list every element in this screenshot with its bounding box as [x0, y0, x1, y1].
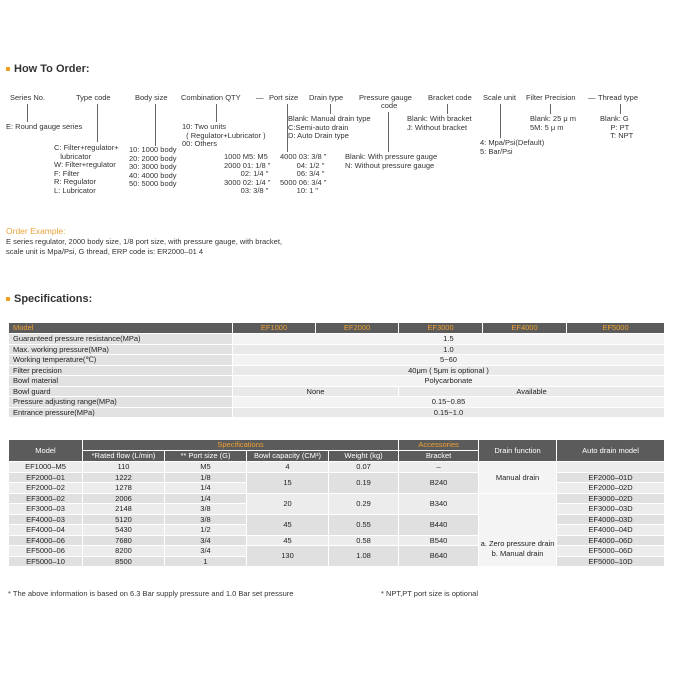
- hdr-drain-function: Drain function: [479, 440, 557, 462]
- cell-auto: EF4000–03D: [557, 514, 665, 525]
- order-example-title: Order Example:: [6, 226, 66, 236]
- cell-port: 1/2: [165, 525, 247, 536]
- cell-weight: 0.19: [329, 472, 399, 493]
- hdr-ef3000: EF3000: [399, 323, 483, 334]
- cell-model: EF5000–06: [9, 546, 83, 557]
- connector-line: [550, 104, 551, 114]
- cell-model: EF2000–02: [9, 483, 83, 494]
- bracket-options: Blank: With bracket J: Without bracket: [407, 114, 472, 132]
- footnote-port: * NPT,PT port size is optional: [381, 589, 478, 598]
- hdr-auto-drain-model: Auto drain model: [557, 440, 665, 462]
- cell-auto: [557, 462, 665, 473]
- row-value: 40μm ( 5μm is optional ): [233, 365, 665, 376]
- table2-header-top: [9, 440, 665, 451]
- cell-port: 3/4: [165, 535, 247, 546]
- cell-bracket: B340: [399, 493, 479, 514]
- hdr-model: Model: [9, 323, 233, 334]
- connector-line: [500, 104, 501, 138]
- table-row: [9, 334, 665, 345]
- cell-model: EF1000–M5: [9, 462, 83, 473]
- row-label: Working temperature(℃): [9, 355, 233, 366]
- cell-weight: 0.55: [329, 514, 399, 535]
- cell-flow: 1222: [83, 472, 165, 483]
- bullet-square-icon: [6, 297, 10, 301]
- combination-options: 10: Two units ( Regulator+Lubricator ) 00: Others: [182, 122, 266, 148]
- cell-model: EF4000–06: [9, 535, 83, 546]
- spec-table-models: [8, 439, 665, 567]
- row-value: 0.15~1.0: [233, 407, 665, 418]
- cell-model: EF4000–03: [9, 514, 83, 525]
- row-value: 5~60: [233, 355, 665, 366]
- drain-type-options: Blank: Manual drain type C:Semi-auto drain D: Auto Drain type: [288, 114, 371, 140]
- row-label: Entrance pressure(MPa): [9, 407, 233, 418]
- cell-flow: 5430: [83, 525, 165, 536]
- cell-bracket: B440: [399, 514, 479, 535]
- cell-model: EF3000–02: [9, 493, 83, 504]
- cell-port: 3/8: [165, 514, 247, 525]
- table-row: [9, 546, 665, 557]
- table-row: [9, 493, 665, 504]
- spec-table-general: [8, 322, 665, 418]
- hdr-series-no: Series No.: [10, 93, 46, 102]
- hdr-bracket: Bracket: [399, 451, 479, 462]
- order-example-line1: E series regulator, 2000 body size, 1/8 port size, with pressure gauge, with bracket,: [6, 237, 282, 246]
- table-row: [9, 472, 665, 483]
- cell-drain-ab: [479, 493, 557, 567]
- cell-bracket: B540: [399, 535, 479, 546]
- hdr-drain-type: Drain type: [309, 93, 344, 102]
- connector-line: [27, 104, 28, 122]
- table-row: [9, 407, 665, 418]
- table-row: [9, 514, 665, 525]
- table-row: [9, 462, 665, 473]
- order-example-line2: scale unit is Mpa/Psi, G thread, ERP code is: ER2000–01 4: [6, 247, 204, 256]
- cell-flow: 2148: [83, 504, 165, 515]
- cell-port: 1: [165, 556, 247, 567]
- hdr-dash-1: —: [256, 93, 264, 102]
- hdr-bowl-capacity: Bowl capacity (CM³): [247, 451, 329, 462]
- cell-model: EF3000–03: [9, 504, 83, 515]
- row-value: Polycarbonate: [233, 376, 665, 387]
- row-value: None: [233, 386, 399, 397]
- hdr-ef4000: EF4000: [483, 323, 567, 334]
- cell-bracket: B640: [399, 546, 479, 567]
- hdr-dash-2: —: [588, 93, 596, 102]
- cell-drain-manual: Manual drain: [479, 462, 557, 494]
- cell-flow: 8500: [83, 556, 165, 567]
- hdr-port-size: Port size: [269, 93, 299, 102]
- specifications-title: Specifications:: [6, 293, 92, 305]
- row-label: Max. working pressure(MPa): [9, 344, 233, 355]
- drain-option-a: a. Zero pressure drain: [480, 538, 555, 548]
- table-row: [9, 344, 665, 355]
- cell-flow: 7680: [83, 535, 165, 546]
- spec-table-header: [9, 323, 665, 334]
- cell-auto: EF5000–10D: [557, 556, 665, 567]
- cell-bowl: 4: [247, 462, 329, 473]
- row-label: Pressure adjusting range(MPa): [9, 397, 233, 408]
- row-label: Bowl material: [9, 376, 233, 387]
- connector-line: [155, 104, 156, 146]
- scale-options: 4: Mpa/Psi(Default) 5: Bar/Psi: [480, 138, 545, 156]
- series-option: E: Round gauge series: [6, 122, 83, 131]
- cell-bracket: B240: [399, 472, 479, 493]
- type-code-options: C: Filter+regulator+ lubricator W: Filter+regulator F: Filter R: Regulator L: Lubricator: [54, 143, 119, 195]
- cell-model: EF2000–01: [9, 472, 83, 483]
- hdr-pressure-gauge: Pressure gauge: [359, 93, 412, 102]
- row-value: 0.15~0.85: [233, 397, 665, 408]
- row-value: Available: [399, 386, 665, 397]
- cell-flow: 110: [83, 462, 165, 473]
- cell-weight: 1.08: [329, 546, 399, 567]
- cell-bracket: –: [399, 462, 479, 473]
- hdr-ef1000: EF1000: [233, 323, 316, 334]
- hdr-thread-type: Thread type: [598, 93, 639, 102]
- cell-model: EF5000–10: [9, 556, 83, 567]
- hdr-specifications: Specifications: [83, 440, 399, 451]
- cell-bowl: 45: [247, 514, 329, 535]
- cell-port: 1/4: [165, 493, 247, 504]
- connector-line: [388, 112, 389, 152]
- cell-flow: 2006: [83, 493, 165, 504]
- cell-flow: 1278: [83, 483, 165, 494]
- cell-weight: 0.29: [329, 493, 399, 514]
- cell-auto: EF4000–06D: [557, 535, 665, 546]
- cell-auto: EF3000–03D: [557, 504, 665, 515]
- table-row: [9, 386, 665, 397]
- connector-line: [330, 104, 331, 114]
- precision-options: Blank: 25 μ m 5M: 5 μ m: [530, 114, 577, 132]
- table-row: [9, 365, 665, 376]
- hdr-body-size: Body size: [135, 93, 168, 102]
- port-size-options-b: 4000 03: 3/8 " 04: 1/2 " 06: 3/4 " 5000 06: 3/4 " 10: 1 ": [280, 152, 327, 195]
- table-row: [9, 535, 665, 546]
- hdr-port-size: ** Port size (G): [165, 451, 247, 462]
- row-label: Filter precision: [9, 365, 233, 376]
- cell-port: 3/4: [165, 546, 247, 557]
- hdr-ef5000: EF5000: [567, 323, 665, 334]
- cell-bowl: 130: [247, 546, 329, 567]
- table-row: [9, 397, 665, 408]
- hdr-rated-flow: *Rated flow (L/min): [83, 451, 165, 462]
- cell-auto: EF3000–02D: [557, 493, 665, 504]
- body-size-options: 10: 1000 body 20: 2000 body 30: 3000 body 40: 4000 body 50: 5000 body: [129, 145, 177, 188]
- hdr-type-code: Type code: [76, 93, 111, 102]
- cell-weight: 0.07: [329, 462, 399, 473]
- gauge-options: Blank: With pressure gauge N: Without pressure gauge: [345, 152, 438, 170]
- hdr-filter-precision: Filter Precision: [526, 93, 576, 102]
- cell-bowl: 45: [247, 535, 329, 546]
- cell-auto: EF2000–02D: [557, 483, 665, 494]
- hdr-model: Model: [9, 440, 83, 462]
- cell-port: 3/8: [165, 504, 247, 515]
- cell-model: EF4000–04: [9, 525, 83, 536]
- bullet-square-icon: [6, 67, 10, 71]
- cell-weight: 0.58: [329, 535, 399, 546]
- cell-port: M5: [165, 462, 247, 473]
- cell-flow: 5120: [83, 514, 165, 525]
- cell-flow: 8200: [83, 546, 165, 557]
- cell-bowl: 20: [247, 493, 329, 514]
- cell-auto: EF4000–04D: [557, 525, 665, 536]
- cell-auto: EF5000–06D: [557, 546, 665, 557]
- how-to-order-title: How To Order:: [6, 63, 90, 75]
- connector-line: [97, 104, 98, 142]
- row-label: Guaranteed pressure resistance(MPa): [9, 334, 233, 345]
- cell-port: 1/8: [165, 472, 247, 483]
- footnote-pressure: * The above information is based on 6.3 Bar supply pressure and 1.0 Bar set pressure: [8, 589, 294, 598]
- connector-line: [216, 104, 217, 122]
- connector-line: [620, 104, 621, 114]
- cell-auto: EF2000–01D: [557, 472, 665, 483]
- hdr-bracket-code: Bracket code: [428, 93, 472, 102]
- thread-options: Blank: G P: PT T: NPT: [600, 114, 634, 140]
- hdr-accessories: Accessories: [399, 440, 479, 451]
- table-row: [9, 355, 665, 366]
- hdr-weight: Weight (kg): [329, 451, 399, 462]
- row-value: 1.5: [233, 334, 665, 345]
- cell-port: 1/4: [165, 483, 247, 494]
- port-size-options-a: 1000 M5: M5 2000 01: 1/8 " 02: 1/4 " 3000 02: 1/4 " 03: 3/8 ": [224, 152, 271, 195]
- hdr-pressure-gauge-code: code: [381, 101, 398, 110]
- connector-line: [447, 104, 448, 114]
- drain-option-b: b. Manual drain: [491, 548, 544, 558]
- hdr-scale-unit: Scale unit: [483, 93, 516, 102]
- hdr-ef2000: EF2000: [316, 323, 399, 334]
- table-row: [9, 376, 665, 387]
- hdr-combination-qty: Combination QTY: [181, 93, 241, 102]
- row-value: 1.0: [233, 344, 665, 355]
- row-label: Bowl guard: [9, 386, 233, 397]
- cell-bowl: 15: [247, 472, 329, 493]
